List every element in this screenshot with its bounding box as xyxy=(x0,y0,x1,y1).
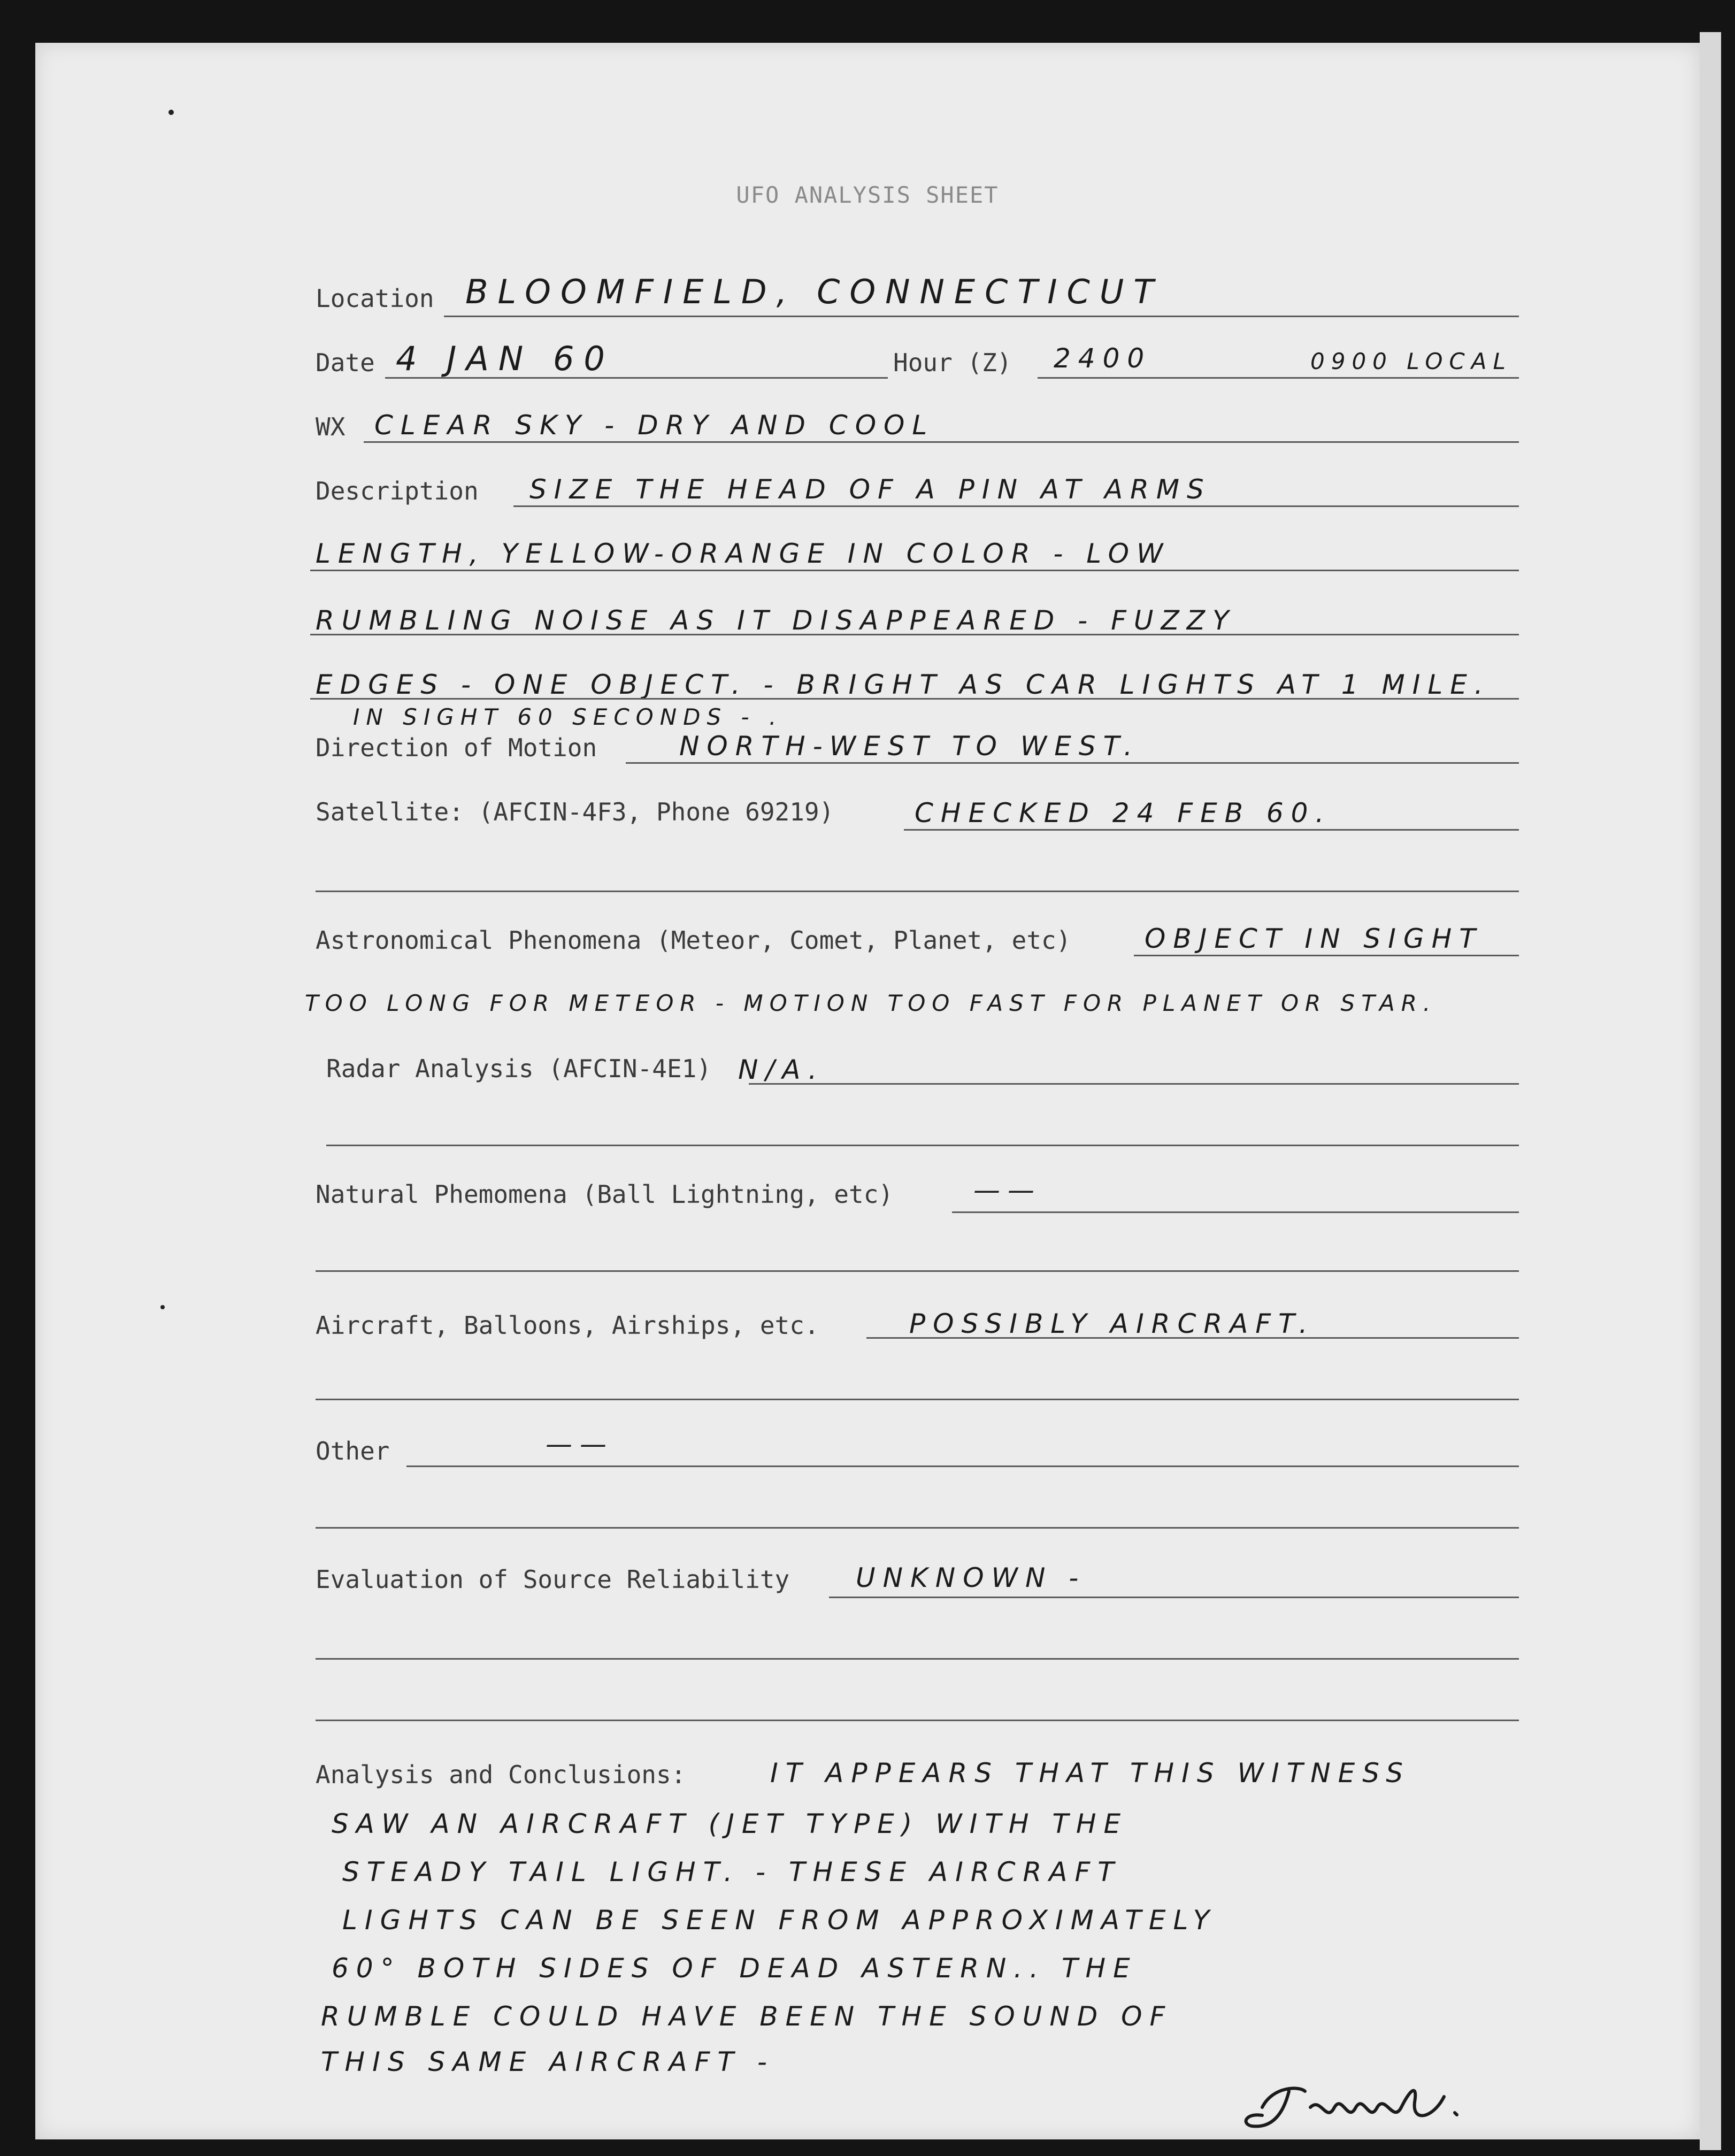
direction-line xyxy=(626,762,1519,764)
other-value: —— xyxy=(546,1429,614,1460)
sheet-title: UFO ANALYSIS SHEET xyxy=(736,182,999,208)
date-line xyxy=(385,377,888,379)
natural-line-2 xyxy=(316,1270,1519,1272)
hour-line xyxy=(1038,377,1519,379)
other-line-1 xyxy=(406,1466,1519,1467)
other-line-2 xyxy=(316,1527,1519,1529)
description-label: Description xyxy=(316,477,479,505)
film-speck xyxy=(168,110,174,115)
signature-mark xyxy=(1241,2075,1476,2139)
film-speck xyxy=(160,1305,165,1309)
analysis-line-7: THIS SAME AIRCRAFT - xyxy=(321,2046,774,2077)
aircraft-label: Aircraft, Balloons, Airships, etc. xyxy=(316,1311,819,1340)
analysis-label: Analysis and Conclusions: xyxy=(316,1760,686,1789)
natural-line-1 xyxy=(952,1211,1519,1213)
aircraft-line-1 xyxy=(866,1337,1519,1339)
local-time-value: 0900 LOCAL xyxy=(1310,348,1512,374)
date-value: 4 JAN 60 xyxy=(396,339,615,378)
satellite-label: Satellite: (AFCIN-4F3, Phone 69219) xyxy=(316,797,834,826)
astronomical-label: Astronomical Phenomena (Meteor, Comet, Planet, etc) xyxy=(316,926,1071,955)
radar-label: Radar Analysis (AFCIN-4E1) xyxy=(326,1054,712,1083)
wx-value: CLEAR SKY - DRY AND COOL xyxy=(374,410,935,441)
evaluation-value: UNKNOWN - xyxy=(856,1562,1086,1593)
description-line-2: LENGTH, YELLOW-ORANGE IN COLOR - LOW xyxy=(316,538,1171,569)
astronomical-line-1 xyxy=(1134,955,1519,956)
location-label: Location xyxy=(316,284,434,313)
direction-value: NORTH-WEST TO WEST. xyxy=(679,731,1140,762)
analysis-line-5: 60° BOTH SIDES OF DEAD ASTERN.. THE xyxy=(332,1953,1138,1984)
astronomical-value-2: TOO LONG FOR METEOR - MOTION TOO FAST FOR PLANET OR STAR. xyxy=(305,990,1437,1016)
description-line-5: IN SIGHT 60 SECONDS - . xyxy=(353,704,783,730)
satellite-line-1 xyxy=(904,829,1519,831)
evaluation-label: Evaluation of Source Reliability xyxy=(316,1565,790,1594)
hour-label: Hour (Z) xyxy=(893,348,1012,377)
radar-line-1 xyxy=(749,1083,1519,1085)
analysis-line-2: SAW AN AIRCRAFT (JET TYPE) WITH THE xyxy=(332,1808,1128,1839)
description-rule-3 xyxy=(310,634,1519,635)
hour-value: 2400 xyxy=(1054,343,1152,374)
evaluation-line-3 xyxy=(316,1720,1519,1721)
analysis-line-3: STEADY TAIL LIGHT. - THESE AIRCRAFT xyxy=(342,1856,1122,1888)
location-line xyxy=(444,316,1519,317)
description-rule-4 xyxy=(310,698,1519,700)
radar-value: N/A. xyxy=(738,1054,825,1085)
aircraft-value: POSSIBLY AIRCRAFT. xyxy=(909,1308,1315,1339)
analysis-line-6: RUMBLE COULD HAVE BEEN THE SOUND OF xyxy=(321,2001,1173,2032)
wx-label: WX xyxy=(316,412,346,441)
description-rule-1 xyxy=(513,505,1519,507)
natural-label: Natural Phemomena (Ball Lightning, etc) xyxy=(316,1180,894,1209)
analysis-line-1: IT APPEARS THAT THIS WITNESS xyxy=(770,1758,1410,1789)
description-rule-2 xyxy=(310,570,1519,571)
date-label: Date xyxy=(316,348,375,377)
aircraft-line-2 xyxy=(316,1399,1519,1400)
description-line-3: RUMBLING NOISE AS IT DISAPPEARED - FUZZY xyxy=(316,605,1237,636)
wx-line xyxy=(364,441,1519,443)
natural-value: —— xyxy=(973,1175,1042,1206)
satellite-line-2 xyxy=(316,891,1519,892)
astronomical-value-1: OBJECT IN SIGHT xyxy=(1145,923,1483,954)
direction-label: Direction of Motion xyxy=(316,733,597,762)
page-edge xyxy=(1700,32,1721,2150)
description-line-1: SIZE THE HEAD OF A PIN AT ARMS xyxy=(529,474,1211,505)
evaluation-line-2 xyxy=(316,1658,1519,1660)
radar-line-2 xyxy=(326,1145,1519,1146)
location-value: BLOOMFIELD, CONNECTICUT xyxy=(465,272,1164,311)
analysis-line-4: LIGHTS CAN BE SEEN FROM APPROXIMATELY xyxy=(342,1905,1217,1936)
satellite-value: CHECKED 24 FEB 60. xyxy=(915,797,1332,828)
evaluation-line-1 xyxy=(829,1597,1519,1598)
other-label: Other xyxy=(316,1437,390,1466)
description-line-4: EDGES - ONE OBJECT. - BRIGHT AS CAR LIGHTS AT 1 MILE. xyxy=(316,669,1491,700)
